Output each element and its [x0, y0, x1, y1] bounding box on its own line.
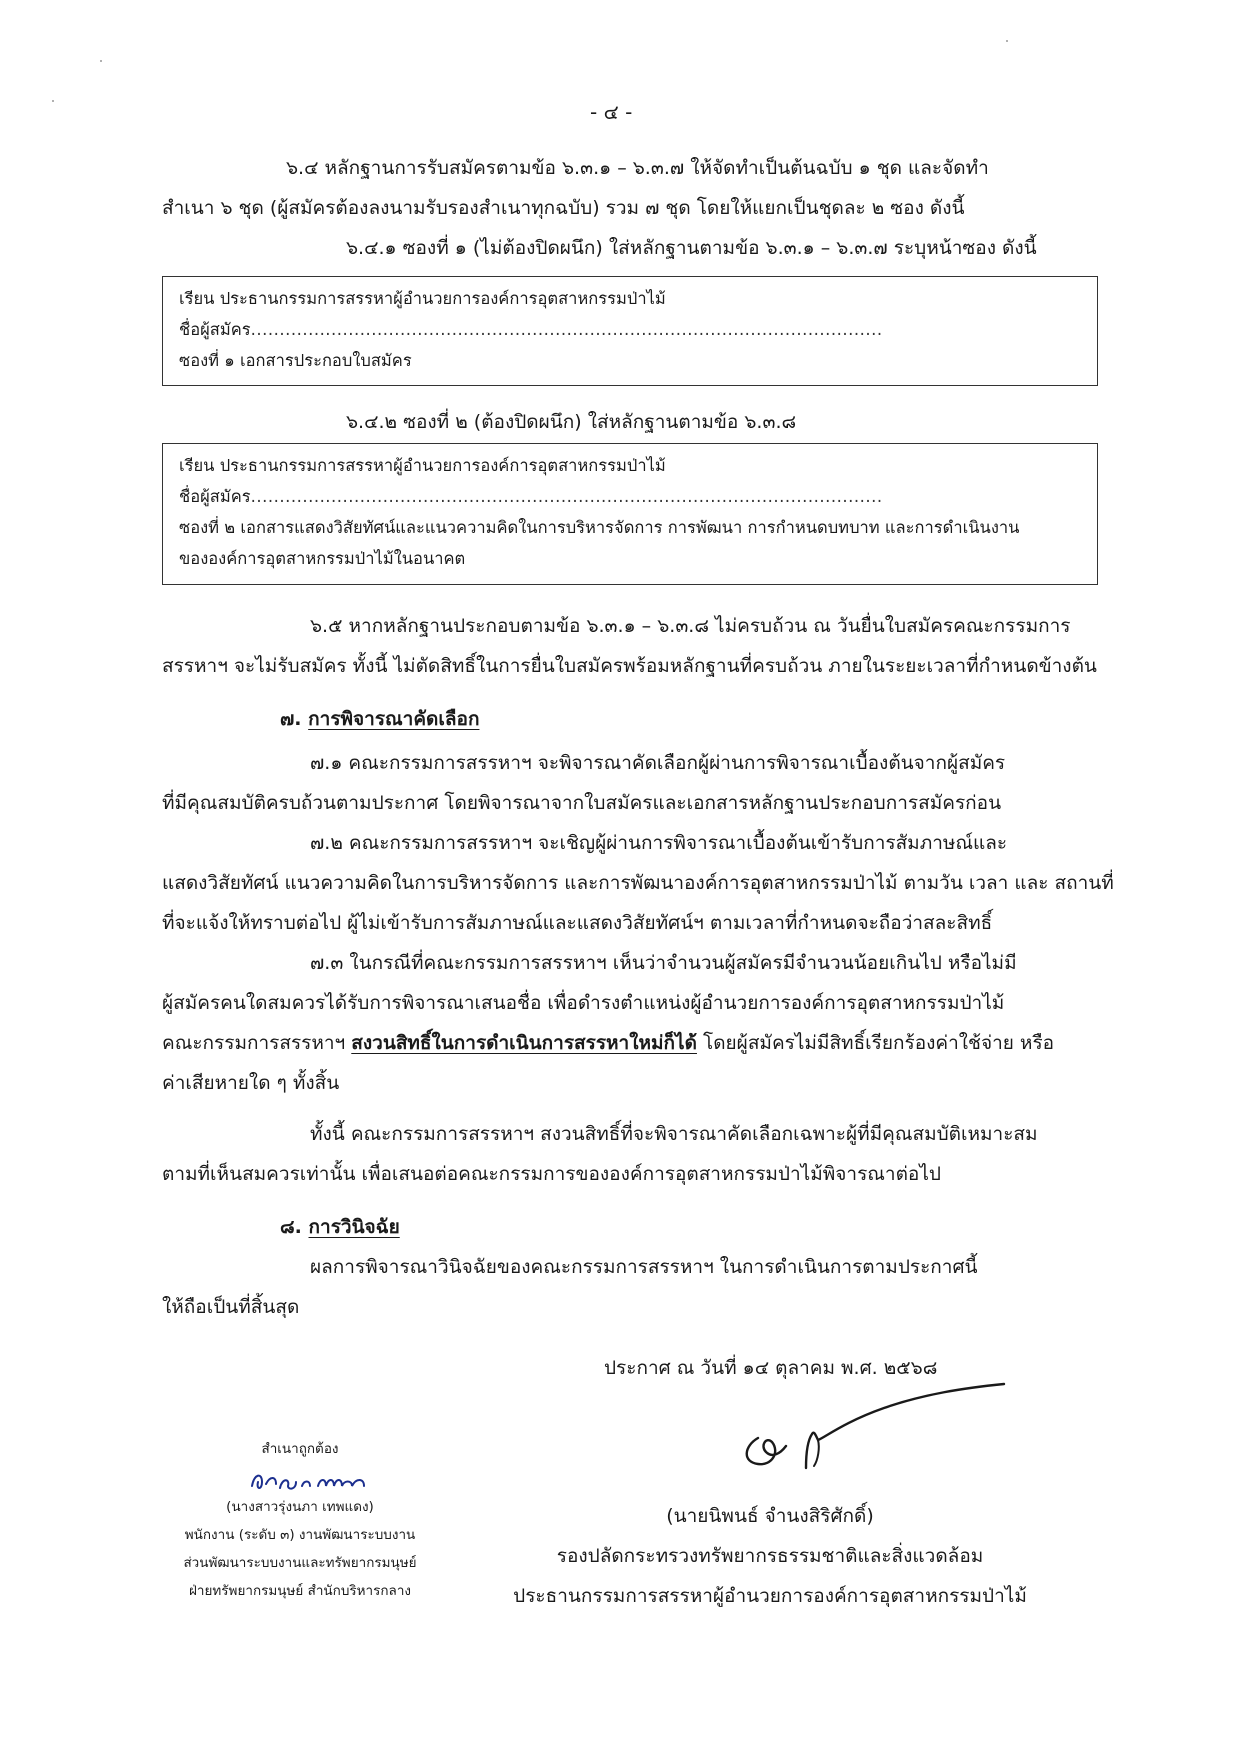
signer-name: (นายนิพนธ์ จำนงสิริศักดิ์): [666, 1505, 874, 1527]
s7-3-line4: ค่าเสียหายใด ๆ ทั้งสิ้น: [162, 1072, 340, 1094]
s7-3-line2: ผู้สมัครคนใดสมควรได้รับการพิจารณาเสนอชื่อ เพื่อดำรงตำแหน่งผู้อำนวยการองค์การอุตสาหกรรมป่าไม้: [162, 992, 1005, 1014]
scan-speck: [1006, 40, 1008, 42]
s7-1-line2: ที่มีคุณสมบัติครบถ้วนตามประกาศ โดยพิจารณาจากใบสมัครและเอกสารหลักฐานประกอบการสมัครก่อน: [162, 792, 1002, 814]
section-7-title: การพิจารณาคัดเลือก: [308, 708, 480, 730]
section-7-heading: [280, 700, 479, 738]
certified-copy-label: สำเนาถูกต้อง: [261, 1441, 339, 1457]
announce-date: ประกาศ ณ วันที่ ๑๔ ตุลาคม พ.ศ. ๒๕๖๘: [604, 1357, 938, 1379]
box2-name-label: ชื่อผู้สมัคร: [179, 487, 251, 506]
scan-speck: [52, 100, 54, 102]
box1-envelope-title: ซองที่ ๑ เอกสารประกอบใบสมัคร: [179, 351, 412, 370]
s6-5-line2: สรรหาฯ จะไม่รับสมัคร ทั้งนี้ ไม่ตัดสิทธิ์ในการยื่นใบสมัครพร้อมหลักฐานที่ครบถ้วน ภายในระยะเวลาที่กำหนดข้างต้น: [162, 655, 1097, 677]
s7-3-reserve-right: สงวนสิทธิ์ในการดำเนินการสรรหาใหม่ก็ได้: [351, 1032, 697, 1054]
s6-4-line2: สำเนา ๖ ชุด (ผู้สมัครต้องลงนามรับรองสำเนาทุกฉบับ) รวม ๗ ชุด โดยให้แยกเป็นชุดละ ๒ ซอง ดังนี้: [162, 197, 965, 219]
box2-name-dots: ..............................................................................................................: [250, 487, 883, 506]
s7-note-line2: ตามที่เห็นสมควรเท่านั้น เพื่อเสนอต่อคณะกรรมการขององค์การอุตสาหกรรมป่าไม้พิจารณาต่อไป: [162, 1163, 941, 1185]
box1-name-line: [179, 314, 1097, 345]
box1-name-dots: ..............................................................................................................: [250, 320, 883, 339]
s7-2-line2: แสดงวิสัยทัศน์ แนวความคิดในการบริหารจัดการ และการพัฒนาองค์การอุตสาหกรรมป่าไม้ ตามวัน เวลา และ สถานที่: [162, 872, 1114, 894]
s7-3-line3-end: โดยผู้สมัครไม่มีสิทธิ์เรียกร้องค่าใช้จ่าย หรือ: [696, 1032, 1055, 1054]
box2-envelope-title-2: ขององค์การอุตสาหกรรมป่าไม้ในอนาคต: [179, 549, 466, 568]
page-number: - ๔ -: [590, 100, 633, 124]
s6-4-2-heading: ๖.๔.๒ ซองที่ ๒ (ต้องปิดผนึก) ใส่หลักฐานตามข้อ ๖.๓.๘: [346, 411, 797, 433]
section-8-title: การวินิจฉัย: [308, 1216, 400, 1238]
s7-note-line1: ทั้งนี้ คณะกรรมการสรรหาฯ สงวนสิทธิ์ที่จะพิจารณาคัดเลือกเฉพาะผู้ที่มีคุณสมบัติเหมาะสม: [310, 1123, 1038, 1145]
s7-3-line3-start: คณะกรรมการสรรหาฯ: [162, 1032, 352, 1054]
certifier-position-2: ส่วนพัฒนาระบบงานและทรัพยากรมนุษย์: [183, 1555, 417, 1571]
director-signature: [714, 1380, 1014, 1480]
section-8-heading: [280, 1208, 400, 1246]
s7-2-line1: ๗.๒ คณะกรรมการสรรหาฯ จะเชิญผู้ผ่านการพิจารณาเบื้องต้นเข้ารับการสัมภาษณ์และ: [310, 832, 1008, 854]
signer-title-2: ประธานกรรมการสรรหาผู้อำนวยการองค์การอุตสาหกรรมป่าไม้: [513, 1585, 1027, 1607]
section-8-number: ๘.: [280, 1216, 302, 1238]
signer-title-1: รองปลัดกระทรวงทรัพยากรธรรมชาติและสิ่งแวดล้อม: [556, 1545, 984, 1567]
s6-4-line1: ๖.๔ หลักฐานการรับสมัครตามข้อ ๖.๓.๑ – ๖.๓.๗ ให้จัดทำเป็นต้นฉบับ ๑ ชุด และจัดทำ: [286, 157, 989, 179]
envelope-label-box-2: [162, 443, 1098, 585]
s7-2-line3: ที่จะแจ้งให้ทราบต่อไป ผู้ไม่เข้ารับการสัมภาษณ์และแสดงวิสัยทัศน์ฯ ตามเวลาที่กำหนดจะถือว่าสละสิทธิ์: [162, 912, 993, 934]
box1-name-label: ชื่อผู้สมัคร: [179, 320, 251, 339]
s7-3-line1: ๗.๓ ในกรณีที่คณะกรรมการสรรหาฯ เห็นว่าจำนวนผู้สมัครมีจำนวนน้อยเกินไป หรือไม่มี: [310, 952, 1017, 974]
box1-addressee: เรียน ประธานกรรมการสรรหาผู้อำนวยการองค์การอุตสาหกรรมป่าไม้: [179, 289, 666, 308]
certifier-name: (นางสาวรุ่งนภา เทพแดง): [226, 1499, 374, 1515]
s7-3-line3: [162, 1024, 1054, 1062]
s6-5-line1: ๖.๕ หากหลักฐานประกอบตามข้อ ๖.๓.๑ – ๖.๓.๘ ไม่ครบถ้วน ณ วันยื่นใบสมัครคณะกรรมการ: [310, 615, 1071, 637]
certifier-position-3: ฝ่ายทรัพยากรมนุษย์ สำนักบริหารกลาง: [189, 1583, 411, 1599]
box2-addressee: เรียน ประธานกรรมการสรรหาผู้อำนวยการองค์การอุตสาหกรรมป่าไม้: [179, 456, 666, 475]
box2-name-line: [179, 481, 1097, 512]
certifier-position-1: พนักงาน (ระดับ ๓) งานพัฒนาระบบงาน: [184, 1527, 416, 1543]
scan-speck: [100, 60, 102, 62]
s8-line1: ผลการพิจารณาวินิจฉัยของคณะกรรมการสรรหาฯ ในการดำเนินการตามประกาศนี้: [310, 1256, 978, 1278]
clerk-signature: [248, 1460, 378, 1496]
s8-line2: ให้ถือเป็นที่สิ้นสุด: [162, 1296, 300, 1318]
s6-4-1-heading: ๖.๔.๑ ซองที่ ๑ (ไม่ต้องปิดผนึก) ใส่หลักฐานตามข้อ ๖.๓.๑ – ๖.๓.๗ ระบุหน้าซอง ดังนี้: [346, 237, 1037, 259]
box2-envelope-title-1: ซองที่ ๒ เอกสารแสดงวิสัยทัศน์และแนวความคิดในการบริหารจัดการ การพัฒนา การกำหนดบทบาท และการดำเนินงาน: [179, 518, 1020, 537]
section-7-number: ๗.: [280, 708, 302, 730]
s7-1-line1: ๗.๑ คณะกรรมการสรรหาฯ จะพิจารณาคัดเลือกผู้ผ่านการพิจารณาเบื้องต้นจากผู้สมัคร: [310, 752, 1006, 774]
envelope-label-box-1: [162, 276, 1098, 386]
